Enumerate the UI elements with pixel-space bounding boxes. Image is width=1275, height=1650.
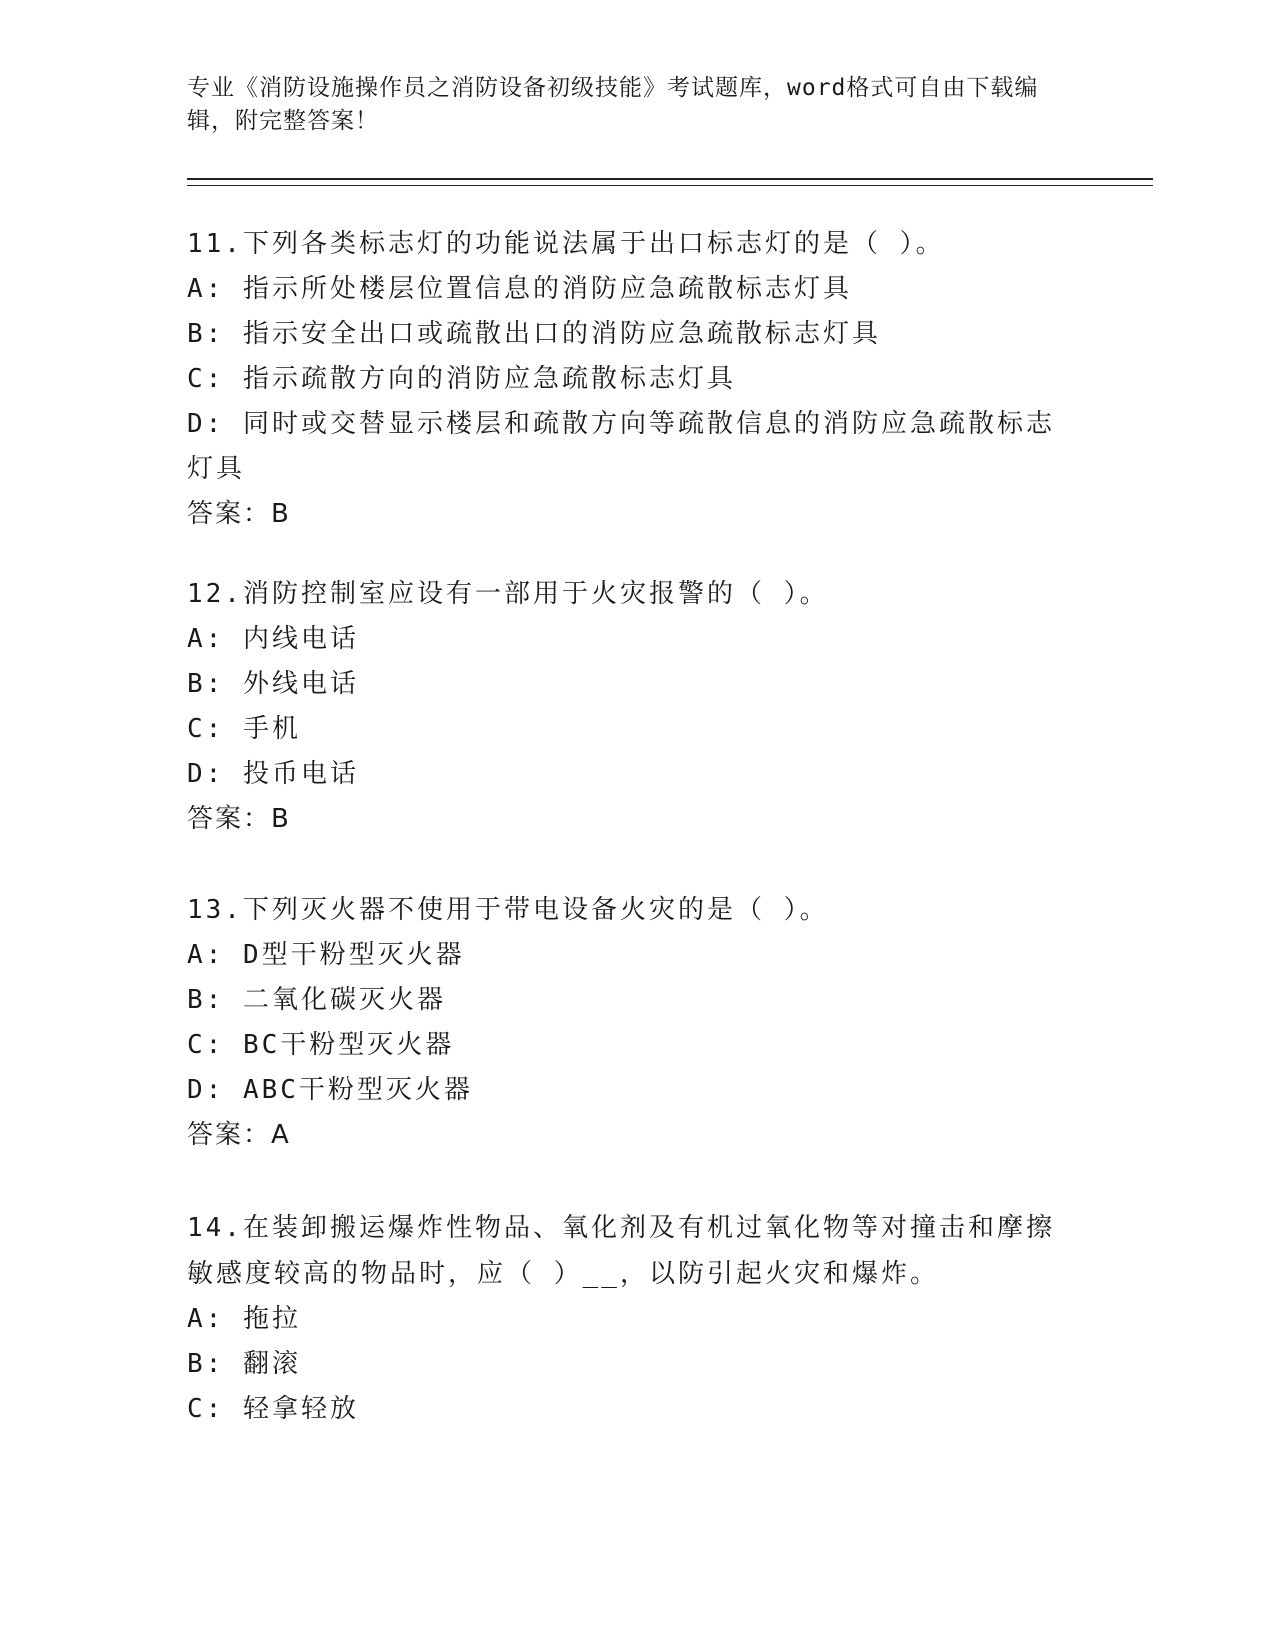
question-stem: 12.消防控制室应设有一部用于火灾报警的（ ）。	[187, 579, 829, 609]
question-stem: 11.下列各类标志灯的功能说法属于出口标志灯的是（ ）。	[187, 229, 945, 259]
header-divider	[187, 178, 1153, 186]
question-stem: 13.下列灭火器不使用于带电设备火灾的是（ ）。	[187, 895, 829, 925]
option-b: B: 二氧化碳灭火器	[187, 985, 446, 1015]
question-11	[187, 222, 1067, 537]
question-13	[187, 888, 1067, 1158]
answer-label: 答案：B	[187, 499, 291, 529]
question-14	[187, 1205, 1067, 1432]
option-b: B: 指示安全出口或疏散出口的消防应急疏散标志灯具	[187, 319, 881, 349]
option-a: A: 指示所处楼层位置信息的消防应急疏散标志灯具	[187, 274, 852, 304]
option-a: A: D型干粉型灭火器	[187, 940, 465, 970]
option-b: B: 翻滚	[187, 1349, 301, 1379]
option-b: B: 外线电话	[187, 669, 359, 699]
question-stem: 14.在装卸搬运爆炸性物品、氧化剂及有机过氧化物等对撞击和摩擦敏感度较高的物品时，应（ ）__，以防引起火灾和爆炸。	[187, 1213, 1055, 1289]
option-d: D: 投币电话	[187, 759, 359, 789]
option-d: D: ABC干粉型灭火器	[187, 1075, 473, 1105]
option-c: C: BC干粉型灭火器	[187, 1030, 455, 1060]
option-a: A: 拖拉	[187, 1304, 301, 1334]
option-d: D: 同时或交替显示楼层和疏散方向等疏散信息的消防应急疏散标志灯具	[187, 409, 1055, 484]
document-header: 专业《消防设施操作员之消防设备初级技能》考试题库，word格式可自由下载编辑，附完整答案！	[187, 75, 1039, 134]
option-c: C: 指示疏散方向的消防应急疏散标志灯具	[187, 364, 736, 394]
option-c: C: 轻拿轻放	[187, 1394, 359, 1424]
answer-label: 答案：B	[187, 804, 291, 834]
option-c: C: 手机	[187, 714, 301, 744]
question-12	[187, 572, 1067, 842]
option-a: A: 内线电话	[187, 624, 359, 654]
answer-label: 答案：A	[187, 1120, 291, 1150]
